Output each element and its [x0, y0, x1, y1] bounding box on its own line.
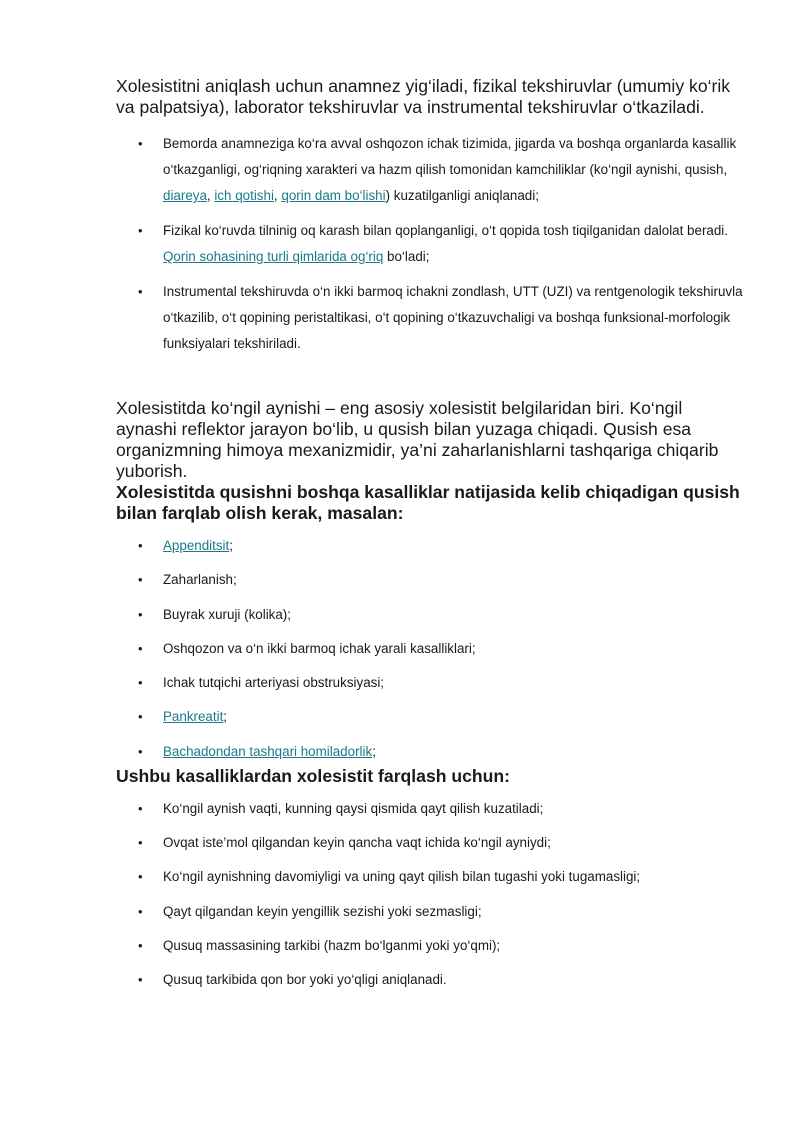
bullet-icon: • — [138, 223, 143, 238]
bullet-icon: • — [138, 743, 143, 759]
item-text: ; — [223, 709, 228, 725]
list-item — [116, 639, 746, 659]
item-text: Oshqozon va o‘n ikki barmoq ichak yarali kasalliklari; — [163, 640, 476, 656]
list-item — [116, 799, 746, 819]
bullet-icon: • — [138, 606, 143, 622]
intro-paragraph: Xolesistitni aniqlash uchun anamnez yig‘iladi, fizikal tekshiruvlar (umumiy ko‘rik va palpatsiya), laborator tekshiruvlar va instrumental tekshiruvlar o‘tkaziladi. — [116, 76, 731, 117]
list-item — [116, 605, 746, 625]
list-item — [116, 867, 746, 887]
bullet-icon: • — [138, 972, 143, 988]
item-text: Fizikal ko‘ruvda tilninig oq karash bilan qoplanganligi, o‘t qopida tosh tiqilganidan dalolat beradi. — [163, 223, 729, 238]
bullet-icon: • — [138, 538, 143, 553]
list-item — [116, 536, 746, 556]
link-qorin-ogriq[interactable]: Qorin sohasining turli qimlarida og‘riq — [163, 249, 384, 264]
link-appenditsit[interactable]: Appenditsit — [163, 538, 230, 553]
item-text: Ovqat iste’mol qilgandan keyin qancha vaqt ichida ko‘ngil ayniydi; — [163, 835, 551, 851]
list-item — [116, 833, 746, 853]
document-page — [116, 76, 746, 1005]
list-item-physical — [116, 218, 746, 270]
bullet-icon: • — [138, 675, 143, 691]
nausea-paragraph: Xolesistitda ko‘ngil aynishi – eng asosiy xolesistit belgilaridan biri. Ko‘ngil aynashi reflektor jarayon bo‘lib, u qusish bilan yuzaga chiqadi. Qusish esa organizmning himoya mexanizmidir, ya’ni zaharlanishlarni tashqariga chiqarib yuborish. — [116, 398, 719, 481]
item-text: Bemorda anamneziga ko‘ra avval oshqozon ichak tizimida, jigarda va boshqa organlarda kasallik o‘tkazganligi, og‘riqning xarakteri va hazm qilish tomonidan kamchiliklar (ko‘ngil aynishi, qusish, — [163, 136, 737, 177]
list-item — [116, 902, 746, 922]
bullet-icon: • — [138, 869, 143, 885]
bullet-icon: • — [138, 800, 143, 816]
list-item — [116, 673, 746, 693]
list-item — [116, 936, 746, 956]
item-text: Qayt qilgandan keyin yengillik sezishi yoki sezmasligi; — [163, 903, 482, 919]
diagnosis-list — [116, 131, 746, 357]
item-text: Qusuq tarkibida qon bor yoki yo‘qligi aniqlanadi. — [163, 972, 447, 988]
item-text: bo‘ladi; — [383, 249, 430, 264]
item-text: Buyrak xuruji (kolika); — [163, 606, 291, 622]
item-text: Zaharlanish; — [163, 572, 237, 588]
differential-list — [116, 799, 746, 990]
separator: , — [206, 188, 215, 203]
list-item-anamnesis — [116, 131, 746, 209]
item-text: Qusuq massasining tarkibi (hazm bo‘lganmi yoki yo‘qmi); — [163, 937, 501, 953]
link-ectopic-pregnancy[interactable]: Bachadondan tashqari homiladorlik — [163, 743, 373, 759]
bullet-icon: • — [138, 136, 143, 151]
section-heading-vomiting: Xolesistitda qusishni boshqa kasalliklar natijasida kelib chiqadigan qusish bilan farqlab olish kerak, masalan: — [116, 482, 740, 523]
list-item — [116, 707, 746, 727]
item-text: Instrumental tekshiruvda o‘n ikki barmoq ichakni zondlash, UTT (UZI) va rentgenologik tekshiruvla o‘tkazilib, o‘t qopining peristaltikasi, o‘t qopining o‘tkazuvchaligi va boshqa funksional-morfologik funksiyalari tekshiriladi. — [163, 284, 743, 351]
bullet-icon: • — [138, 572, 143, 588]
link-pankreatit[interactable]: Pankreatit — [163, 709, 224, 725]
link-ich-qotishi[interactable]: ich qotishi — [214, 188, 274, 203]
diseases-list — [116, 536, 746, 762]
bullet-icon: • — [138, 709, 143, 725]
list-item-instrumental — [116, 279, 746, 357]
section-heading-differential: Ushbu kasalliklardan xolesistit farqlash uchun: — [116, 765, 511, 786]
bullet-icon: • — [138, 835, 143, 851]
list-item — [116, 570, 746, 590]
link-diareya[interactable]: diareya — [163, 188, 207, 203]
item-text: Ko‘ngil aynish vaqti, kunning qaysi qismida qayt qilish kuzatiladi; — [163, 800, 544, 816]
bullet-icon: • — [138, 284, 143, 299]
item-text: ; — [229, 538, 233, 553]
item-text: ; — [372, 743, 376, 759]
bullet-icon: • — [138, 937, 143, 953]
list-item — [116, 970, 746, 990]
list-item — [116, 742, 746, 762]
item-text: Ko‘ngil aynishning davomiyligi va uning qayt qilish bilan tugashi yoki tugamasligi; — [163, 869, 641, 885]
bullet-icon: • — [138, 640, 143, 656]
link-qorin-dam[interactable]: qorin dam bo‘lishi — [281, 188, 386, 203]
bullet-icon: • — [138, 903, 143, 919]
separator: , — [273, 188, 282, 203]
item-text: Ichak tutqichi arteriyasi obstruksiyasi; — [163, 675, 385, 691]
item-text: ) kuzatilganligi aniqlanadi; — [385, 188, 539, 203]
